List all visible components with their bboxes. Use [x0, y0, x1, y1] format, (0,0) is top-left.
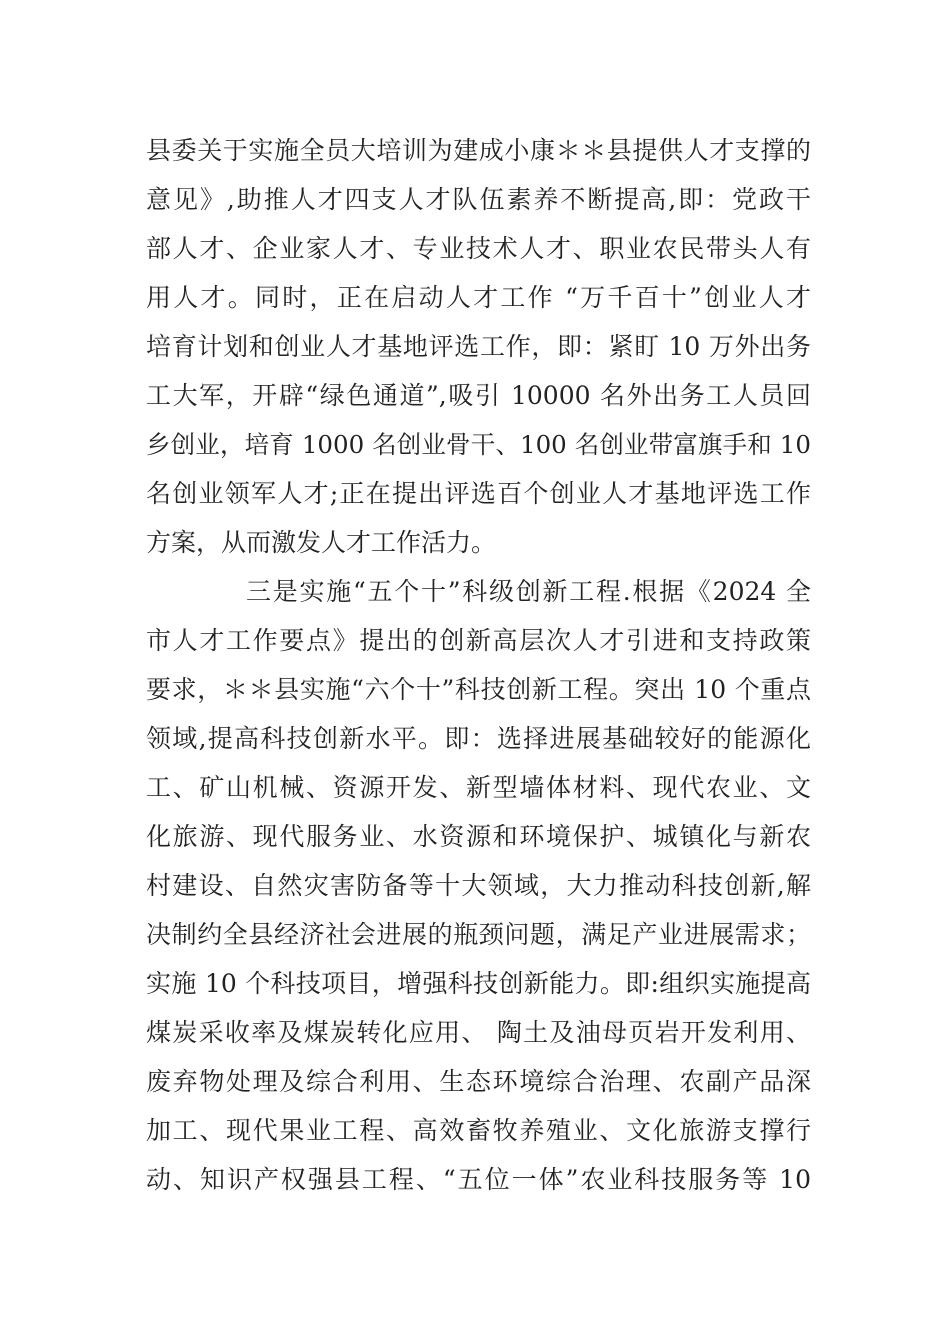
paragraph-2-line-4: 领域,提高科技创新水平。即：选择进展基础较好的能源化 — [146, 724, 811, 753]
paragraph-1-line-2: 意见》,助推人才四支人才队伍素养不断提高,即：党政干 — [146, 185, 811, 214]
paragraph-2-line-13: 动、知识产权强县工程、“五位一体”农业科技服务等 10 — [146, 1165, 811, 1194]
paragraph-2-line-7: 村建设、自然灾害防备等十大领域，大力推动科技创新,解 — [146, 871, 811, 900]
paragraph-2-line-12: 加工、现代果业工程、高效畜牧养殖业、文化旅游支撑行 — [146, 1116, 811, 1145]
paragraph-2-line-6: 化旅游、现代服务业、水资源和环境保护、城镇化与新农 — [146, 822, 811, 851]
paragraph-1-line-3: 部人才、企业家人才、专业技术人才、职业农民带头人有 — [146, 234, 811, 263]
paragraph-2-line-9: 实施 10 个科技项目，增强科技创新能力。即:组织实施提高 — [146, 969, 811, 998]
paragraph-1-line-7: 乡创业，培育 1000 名创业骨干、100 名创业带富旗手和 10 — [146, 430, 811, 459]
paragraph-1-line-9: 方案，从而激发人才工作活力。 — [146, 528, 497, 557]
paragraph-2-line-1: 三是实施“五个十”科级创新工程.根据《2024 全 — [246, 577, 811, 606]
paragraph-1-line-6: 工大军，开辟“绿色通道”,吸引 10000 名外出务工人员回 — [146, 381, 811, 410]
paragraph-2-line-5: 工、矿山机械、资源开发、新型墙体材料、现代农业、文 — [146, 773, 811, 802]
paragraph-2-line-3: 要求，＊＊县实施“六个十”科技创新工程。突出 10 个重点 — [146, 675, 811, 704]
paragraph-1-line-8: 名创业领军人才;正在提出评选百个创业人才基地评选工作 — [146, 479, 811, 508]
paragraph-2-line-10: 煤炭采收率及煤炭转化应用、 陶土及油母页岩开发利用、 — [146, 1018, 811, 1047]
paragraph-1-line-5: 培育计划和创业人才基地评选工作，即：紧盯 10 万外出务 — [146, 332, 811, 361]
paragraph-1-line-1: 县委关于实施全员大培训为建成小康＊＊县提供人才支撑的 — [146, 136, 811, 165]
paragraph-2-line-11: 废弃物处理及综合利用、生态环境综合治理、农副产品深 — [146, 1067, 811, 1096]
paragraph-2-line-2: 市人才工作要点》提出的创新高层次人才引进和支持政策 — [146, 626, 811, 655]
paragraph-1-line-4: 用人才。同时，正在启动人才工作 “万千百十”创业人才 — [146, 283, 811, 312]
paragraph-2-line-8: 决制约全县经济社会进展的瓶颈问题，满足产业进展需求； — [146, 920, 811, 949]
